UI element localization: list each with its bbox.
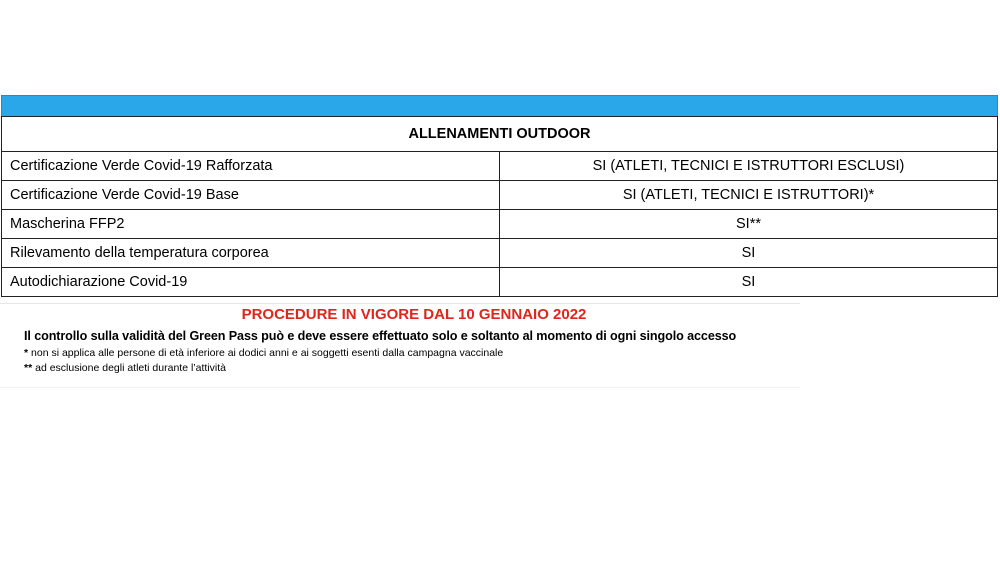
table-row — [2, 239, 998, 268]
row-value: SI (ATLETI, TECNICI E ISTRUTTORI ESCLUSI) — [500, 152, 998, 181]
footnote-1-mark: * — [24, 347, 29, 359]
footnote-2-text: ad esclusione degli atleti durante l’attività — [35, 362, 226, 374]
row-value: SI (ATLETI, TECNICI E ISTRUTTORI)* — [500, 181, 998, 210]
divider — [0, 387, 800, 388]
footnote-2-mark: ** — [24, 362, 33, 374]
table-row — [2, 210, 998, 239]
footnote-1-text: non si applica alle persone di età inferiore ai dodici anni e ai soggetti esenti dalla campagna vaccinale — [31, 347, 504, 359]
table-row — [2, 268, 998, 297]
table-row — [2, 152, 998, 181]
notes-section — [24, 306, 804, 377]
row-label: Mascherina FFP2 — [2, 210, 500, 239]
row-label: Certificazione Verde Covid-19 Base — [2, 181, 500, 210]
rules-table — [1, 116, 998, 297]
green-pass-note: Il controllo sulla validità del Green Pass può e deve essere effettuato solo e soltanto al momento di ogni singolo accesso — [24, 329, 737, 343]
divider — [0, 303, 800, 304]
row-value: SI** — [500, 210, 998, 239]
table-header-band — [1, 95, 998, 116]
footnote-2 — [24, 362, 804, 374]
procedures-heading: PROCEDURE IN VIGORE DAL 10 GENNAIO 2022 — [241, 306, 587, 323]
row-value: SI — [500, 268, 998, 297]
table-title: ALLENAMENTI OUTDOOR — [2, 117, 998, 152]
row-label: Rilevamento della temperatura corporea — [2, 239, 500, 268]
table-row — [2, 181, 998, 210]
table-header-row — [2, 117, 998, 152]
row-value: SI — [500, 239, 998, 268]
footnote-1 — [24, 347, 804, 359]
row-label: Certificazione Verde Covid-19 Rafforzata — [2, 152, 500, 181]
rules-table-container — [1, 95, 998, 297]
row-label: Autodichiarazione Covid-19 — [2, 268, 500, 297]
